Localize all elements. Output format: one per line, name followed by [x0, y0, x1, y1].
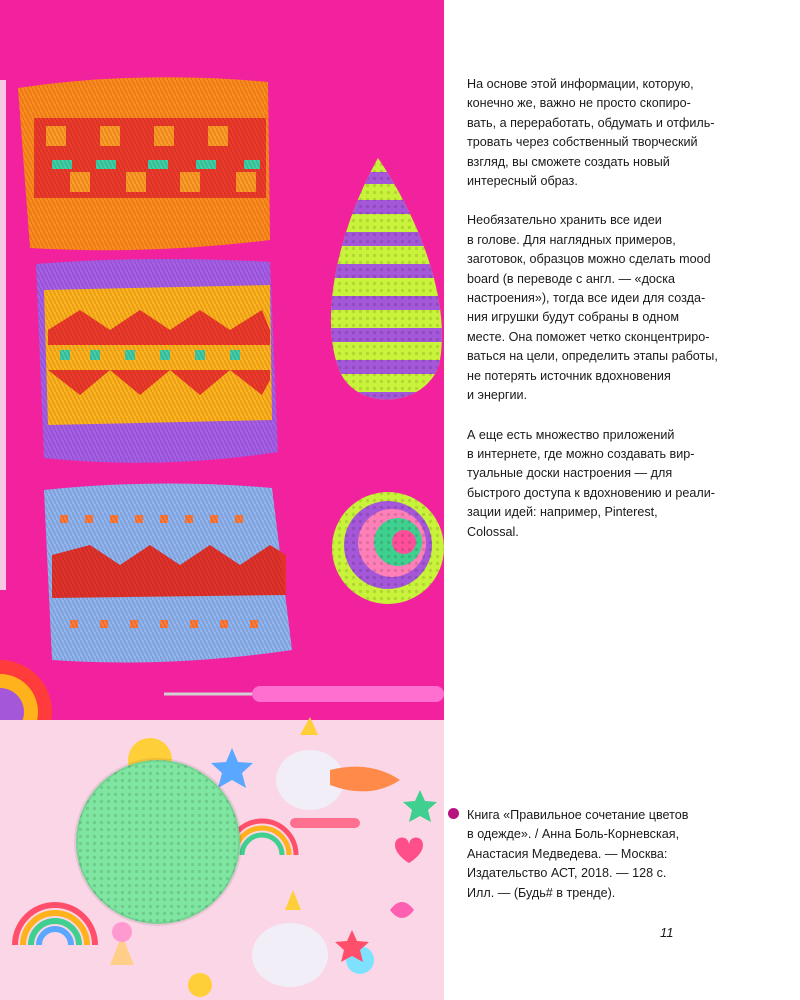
- body-text-column: [467, 75, 767, 562]
- knit-swatch-blue: [44, 483, 292, 662]
- footnote-text: Книга «Правильное сочетание цветов в одежде». / Анна Боль-Корневская, Анастасия Медведева. — Москва: Издательство АСТ, 2018. — 128 с. Илл. — (Будь# в тренде).: [467, 808, 689, 900]
- knit-swatch-purple: [36, 259, 278, 463]
- crochet-dome: [332, 492, 444, 604]
- paragraph-intro: На основе этой информации, которую, конечно же, важно не просто скопиро- вать, а переработать, обдумать и отфиль- тровать через собственный творческий взгляд, вы сможете создать новый интересный образ.: [467, 77, 715, 189]
- paragraph-mood-board: Необязательно хранить все идеи в голове. Для наглядных примеров, заготовок, образцов можно сделать mood board (в переводе с англ. — «доска настроения»), тогда все идеи для созда- ния игрушки будут собраны в одном месте. Она поможет четко сконцентриро- ваться на цели, определить этапы работы, не потерять источник вдохновения и энергии.: [467, 213, 718, 403]
- book-reference-note: [448, 806, 778, 903]
- bullet-icon: [448, 808, 459, 819]
- paragraph-apps: А еще есть множество приложений в интернете, где можно создавать вир- туальные доски настроения — для быстрого доступа к вдохновению и реали- зации идей: например, Pinterest, Colossal.: [467, 427, 715, 539]
- knit-swatch-orange: [18, 77, 270, 250]
- green-crochet-ball: [76, 760, 240, 924]
- page-number: 11: [660, 925, 674, 940]
